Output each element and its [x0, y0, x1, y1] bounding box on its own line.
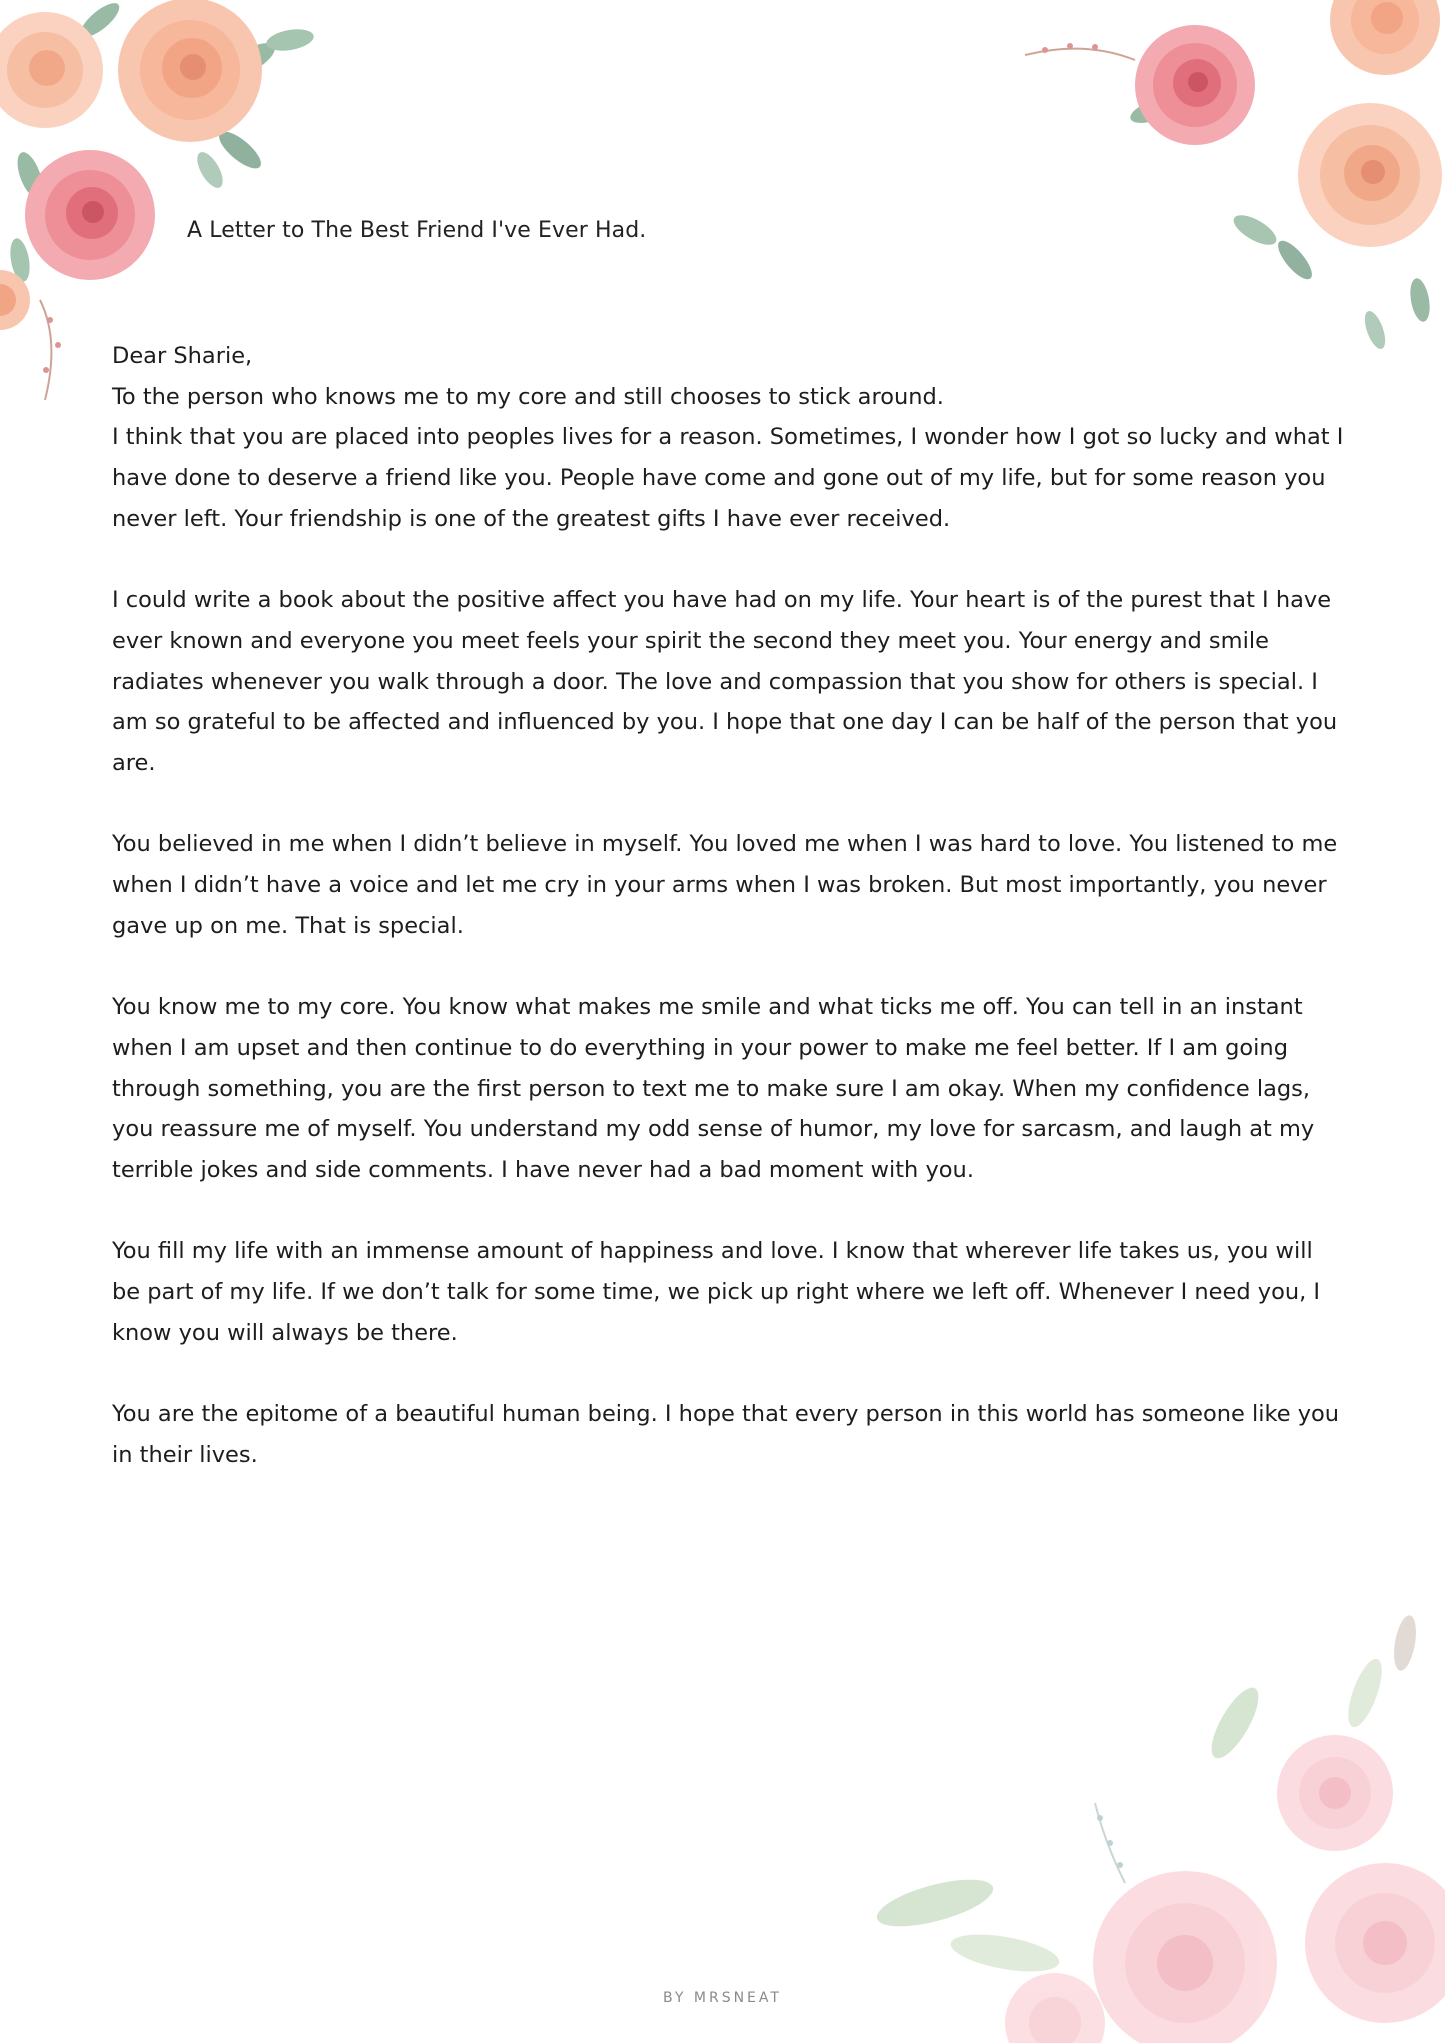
pink-rose: [25, 150, 155, 280]
pink-carnation: [1277, 1735, 1393, 1851]
letter-paragraph: You know me to my core. You know what makes me smile and what ticks me off. You can tell in an instant when I am upset and then continue to do everything in your power to make me feel better. If I am going through something, you are the first person to text me to make sure I am okay. When my confidence lags, you reassure me of myself. You understand my odd sense of humor, my love for sarcasm, and laugh at my terrible jokes and side comments. I have never had a bad moment with you.: [112, 994, 1315, 1184]
pink-rose: [1135, 25, 1255, 145]
letter-line: To the person who knows me to my core and still chooses to stick around.: [112, 383, 944, 410]
letter-line: I think that you are placed into peoples lives for a reason. Sometimes, I wonder how I got so lucky and what I have done to deserve a friend like you. People have come and gone out of my life, but for some reason you never left. Your friendship is one of the greatest gifts I have ever received.: [112, 424, 1344, 532]
letter-paragraph: You are the epitome of a beautiful human being. I hope that every person in this world has someone like you in their lives.: [112, 1401, 1340, 1468]
pink-carnation: [1093, 1871, 1277, 2043]
peach-rose-top: [1330, 0, 1440, 75]
letter-paragraph: You fill my life with an immense amount of happiness and love. I know that wherever life takes us, you will be part of my life. If we don’t talk for some time, we pick up right where we left off. Whenever I need you, I know you will always be there.: [112, 1238, 1321, 1346]
letter-paragraph: You believed in me when I didn’t believe in myself. You loved me when I was hard to love. You listened to me when I didn’t have a voice and let me cry in your arms when I was broken. But most importantly, you never gave up on me. That is special.: [112, 831, 1338, 939]
peach-rose: [1298, 103, 1442, 247]
footer-credit: BY MRSNEAT: [663, 1990, 782, 2006]
pink-carnation: [1005, 1973, 1105, 2043]
letter-paragraph: I could write a book about the positive affect you have had on my life. Your heart is of the purest that I have ever known and everyone you meet feels your spirit the second they meet you. Your energy and smile radiates whenever you walk through a door. The love and compassion that you show for others is special. I am so grateful to be affected and influenced by you. I hope that one day I can be half of the person that you are.: [112, 587, 1338, 777]
letter-title: A Letter to The Best Friend I've Ever Had.: [187, 218, 647, 243]
letter-greeting: Dear Sharie,: [112, 343, 253, 369]
floral-corner-bottom-right: [805, 1603, 1445, 2043]
letter-body: [112, 336, 1347, 1476]
peach-rose: [118, 0, 262, 142]
